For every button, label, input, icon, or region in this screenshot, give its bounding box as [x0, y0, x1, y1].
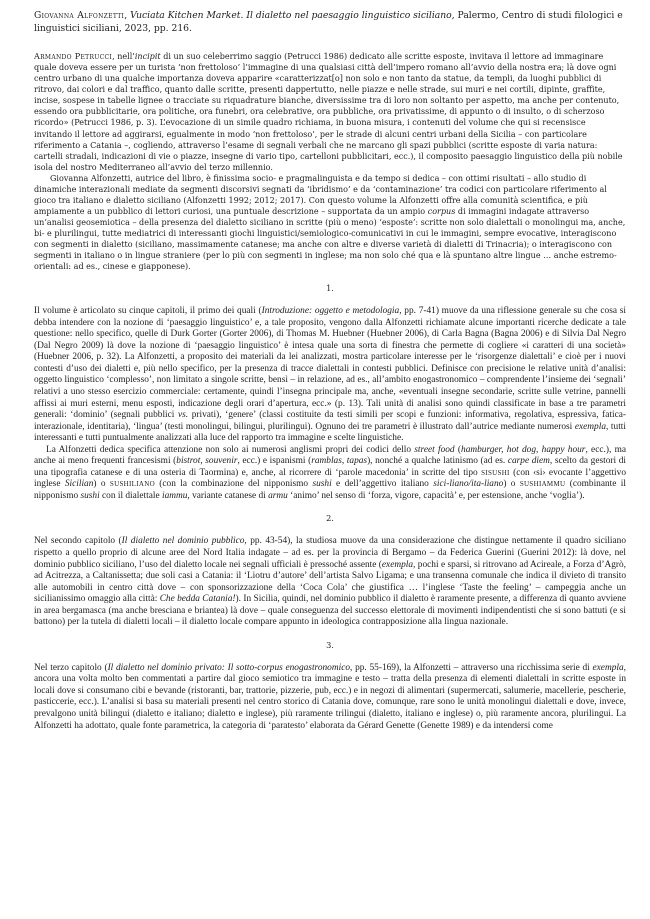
text-run: (combinante il nipponismo: [34, 479, 626, 501]
text-run: , ancora una volta molto ben commentati a partire dal gioco semiotico tra immagine e testo – tratta della presenza di elementi dialettali in scritte esposte in locali dove si consumano cibi e bevande (ristoranti, bar, trattorie, pizzerie, pub, ecc.) e in negozi di alimentari (supermercati, salumerie, macellerie, pescherie, pasticcerie, ecc.). L’analisi si basa su materiali presenti nel centro storico di Catania dove, comunque, rare sono le unità monolingui dialettali e dove, invece, prevalgono unità bilingui (dialetto e italiano; dialetto e inglese), più raramente trilingui (dialetto, italiano e inglese) o, più raramente ancora, plurilingui. La Alfonzetti ha adottato, quale fonte parametrica, la categoria di ‘paratesto’ elaborata da Gérard Genette (Genette 1989) e da intendersi come: [34, 662, 626, 731]
italic-term: exempla: [592, 662, 624, 673]
text-run: privati), ‘genere’ (classi costituite da testi simili per scopi e funzioni: informativa, regolativa, espressiva, fatica-interazionale, identitaria), ‘lingua’ (testi monolingui, bilingui, plurilingui). Ognuno dei tre parametri è illustrato dall’autrice mediante numerosi: [34, 410, 626, 432]
italic-term: hamburger, hot dog, happy hour: [461, 444, 586, 455]
italic-term: armu: [268, 490, 288, 501]
text-run: (con ‹si› evocante l’aggettivo inglese: [34, 467, 626, 490]
text-run: Il volume è articolato su cinque capitoli, il primo dei quali (: [34, 306, 262, 317]
book-title: Vuciata Kitchen Market. Il dialetto nel paesaggio linguistico siciliano: [130, 10, 452, 21]
text-run: Giovanna Alfonzetti, autrice del libro, è finissima socio- e pragmalinguista e da tempo si dedica – con ottimi risultati – allo studio di dinamiche interazionali mediate da segmenti discorsivi segnati da ‘ibridismo’ e da ‘contaminazione’ tra codici con particolare riferimento al gioco tra italiano e dialetto siciliano (Alfonzetti 1992; 2012; 2017). Con questo volume la Alfonzetti offre alla comunità scientifica, e più ampiamente a un pubblico di lettori curiosi, una puntuale descrizione – supportata da un ampio: [34, 173, 607, 216]
text-run: e dell’aggettivo italiano: [331, 479, 434, 490]
small-caps-term: sisushi: [481, 467, 510, 478]
italic-term: ramblas, tapas: [311, 456, 368, 467]
italic-term: carpe diem: [507, 456, 550, 467]
text-run: La Alfonzetti dedica specifica attenzione non solo ai numerosi anglismi propri dei codici dello: [46, 444, 415, 455]
section-1-paragraph-1: [34, 306, 626, 445]
text-run: ). In Sicilia, quindi, nel dominio pubblico il dialetto è raramente presente, a differenza di quanto avviene in area bergamasca (ma anche bresciana e briantea) là dove – quale conseguenza del successo elettorale di movimenti indipendentisti che si sono battuti (e si battono) per la tutela di dialetti locali – il dialetto locale compare appunto in ideologica contrapposizione alla lingua nazionale.: [34, 594, 627, 628]
text-run: , nell’: [112, 52, 135, 62]
text-run: (con la combinazione del nipponismo: [154, 479, 313, 490]
italic-term: Sicilian: [64, 479, 94, 490]
text-run: , pp. 7-41) muove da una riflessione generale su che cosa si debba intendere con la nozione di ‘paesaggio linguistico’ e, a tale proposito, vengono dalla Alfonzetti richiamate alcune importanti ricerche dedicate a tale questione: nello specifico, quelle di Durk Gorter (Gorter 2006), di Thomas M. Huebner (Huebner 2006), di Carla Bagna (Bagna 2006) e di Silvia Dal Negro (Dal Negro 2009) là dove la nozione di ‘paesaggio linguistico’ è intesa quale una sorta di finestra che permette di cogliere «i caratteri di una società» (Huebner 2006, p. 32). La Alfonzetti, a proposito dei materiali da lei analizzati, mostra particolare interesse per le ‘risorgenze dialettali’ e cioè per i nuovi contesti d’uso dei dialetti e, più nello specifico, per la presenza di tracce dialettali in contesti pubblici. Definisce con precisione le relative unità d’analisi: oggetto linguistico ‘complesso’, non limitato a singole scritte, bensì – in relazione, ad es., all’ambito enogastronomico – comprendente l’insieme dei ‘segnali’ relativi a uno stesso esercizio commerciale: certamente, quindi l’insegna principale ma, anche, «eventuali insegne secondarie, scritte sulle vetrine, pannelli affissi ai muri esterni, menu esposti, indicazione degli orari d’apertura, ecc.» (p. 13). Tali unità di analisi sono quindi classificate in base a tre parametri generali: ‘dominio’ (segnali pubblici: [34, 306, 626, 421]
text-run: con il dialettale: [99, 490, 162, 501]
italic-term: street food: [414, 444, 455, 455]
section-2-paragraph-1: [34, 536, 626, 628]
text-run: di immagini indagate attraverso un’analisi geosemiotica – della presenza del dialetto siciliano in scritte (più o meno) ‘esposte’: scritte non solo dialettali o monolingui ma, anche, bi- e plurilingui, tutte mediatrici di interessanti giochi linguistici/semiologico-comunicativi in cui le immagini, sempre evocative, interagiscono con segmenti in dialetto (siciliano, massimamente catanese; ma anche con altre e diverse varietà di dialetti di Trinacria); o interagiscono con segmenti in italiano o in lingue straniere (per lo più con segmenti in inglese; ma non solo ché qua e là spuntano altre lingue … anche estremo-orientali: ad es., cinese e giapponese).: [34, 206, 626, 272]
chapter-title: Introduzione: oggetto e metodologia: [261, 306, 400, 317]
review-introduction: [34, 51, 626, 272]
text-run: , ecc.) e ispanismi (: [237, 456, 312, 467]
italic-term: bistrot, souvenir: [176, 456, 238, 467]
text-run: , pp. 43-54), la studiosa muove da una considerazione che distingue nettamente il quadro siciliano rispetto a quello proprio di alcune aree del Nord Italia indagate – ad es. per la provincia di Bergamo – da Federica Guerini (Guerini 2012): là dove, nel dominio pubblico siciliano, l’uso del dialetto locale nei segnali ufficiali è pressoché assente (: [34, 536, 627, 570]
text-run: ), nonché a qualche latinismo (ad es.: [367, 456, 508, 467]
italic-term: exempla: [574, 421, 606, 432]
text-run: (: [454, 444, 462, 455]
italic-term: Che bedda Catania!: [159, 594, 236, 605]
section-number-1: 1.: [326, 283, 334, 294]
bibliographic-header: Giovanna Alfonzetti, Vuciata Kitchen Market. Il dialetto nel paesaggio linguistico siciliano, Palermo, Centro di studi filologici e linguistici siciliani, 2023, pp. 216.: [34, 10, 623, 34]
small-caps-term: sushiammu: [519, 479, 566, 490]
small-caps-term: sushiliano: [109, 479, 155, 490]
text-run: Nel terzo capitolo (: [34, 662, 108, 673]
text-run: , pp. 55-169), la Alfonzetti – attraverso una ricchissima serie di: [350, 662, 593, 673]
section-number-3: 3.: [326, 639, 334, 650]
italic-term: sushi: [312, 479, 332, 490]
intro-paragraph-2: [34, 173, 626, 272]
text-run: ‘animo’ nel senso di ‘forza, vigore, capacità’ e, per estensione, anche ‘voglia’).: [287, 490, 585, 501]
section-1: [34, 306, 626, 502]
intro-paragraph-1: [34, 51, 626, 173]
section-3: [34, 663, 626, 732]
text-run: ) o: [93, 479, 110, 490]
italic-term: sici-liano/ita-liano: [433, 479, 504, 490]
section-3-paragraph-1: [34, 663, 626, 732]
text-run: Nel secondo capitolo (: [34, 536, 122, 547]
book-publication-details: , Palermo, Centro di studi filologici e linguistici siciliani, 2023, pp. 216.: [34, 10, 623, 34]
italic-term: exempla: [381, 559, 414, 570]
section-1-paragraph-2: [34, 445, 626, 503]
review-page: [34, 10, 626, 732]
italic-term: sushi: [80, 490, 100, 501]
book-author: Giovanna Alfonzetti: [34, 10, 125, 21]
chapter-title: Il dialetto nel dominio pubblico: [121, 536, 245, 547]
text-run: , variante catanese di: [187, 490, 269, 501]
italic-term: corpus: [427, 206, 456, 216]
text-run: ) o: [503, 479, 520, 490]
text-run: , tutti interessanti e tutti puntualmente analizzati alla luce del rapporto tra immagine e scelte linguistiche.: [34, 421, 626, 444]
cited-author: Armando Petrucci: [34, 52, 113, 62]
italic-term: iammu: [161, 490, 188, 501]
text-run: , scelto da gestori di una tipografia catanese e di una osteria di Taormina) e, anche, al ricorrere di ‘parole macedonia’ in scritte del tipo: [34, 456, 626, 478]
text-run: di un suo celeberrimo saggio (Petrucci 1986) dedicato alle scritte esposte, invitava il lettore ad immaginare quale doveva essere per un turista ‘non frettoloso’ l’immagine di una qualsiasi città dell’impero romano all’avvio della nostra era; là dove ogni centro urbano di una qualche importanza doveva apparire «caratterizzat[o] non solo e non tanto da statue, da templi, da luoghi pubblici di ritrovo, dai colori e dal traffico, quanto dalle scritte, presenti dappertutto, nelle piazze e nelle strade, sui muri e nei cortili, dipinte, graffite, incise, sospese in tabelle lignee o tracciate su riquadrature bianche, diversissime tra di loro non soltanto per aspetto, ma anche per contenuto, essendo ora pubblicitarie, ora politiche, ora funebri, ora celebrative, ora pubbliche, ora privatissime, di appunto o di insulto, o di scherzoso ricordo» (Petrucci 1986, p. 3). L’evocazione di un simile quadro richiama, in buona misura, i contenuti del volume che qui si recensisce invitando il lettore ad aggirarsi, egualmente in modo ‘non frettoloso’, per le strade di alcuni centri urbani della Sicilia – con particolare riferimento a Catania –, cogliendo, attraverso l’esame di segnali verbali che ne marcano gli spazi pubblici (scritte esposte di varia natura: cartelli stradali, indicazioni di vie o piazze, insegne di vario tipo, cartelloni pubblicitari, ecc.), il composito paesaggio linguistico della più nobile isola del nostro Mediterraneo all’avvio del terzo millennio.: [34, 52, 623, 172]
chapter-title: Il dialetto nel dominio privato: Il sotto-corpus enogastronomico: [107, 662, 351, 673]
italic-term: vs.: [177, 410, 189, 421]
text-run: , ecc.), ma anche ai meno frequenti francesismi (: [34, 444, 626, 467]
text-run: , pochi e sparsi, si ritrovano ad Acireale, a Forza d’Agrò, ad Acitrezza, a Caltanissetta; due soli casi a Catania: il ‘Liotru d’autore’ dell’artista Salvo Ligama; e una transenna comunale che indica il divieto di transito alle automobili in centro città dove – con sponsorizzazione della ‘Coca Cola’ che giustifica … l’inglese ‘Taste the feeling’ – campeggia anche un sicilianissimo omaggio alla città:: [34, 559, 626, 605]
italic-term: incipit: [134, 52, 161, 62]
section-number-2: 2.: [326, 513, 334, 524]
section-2: [34, 536, 626, 628]
